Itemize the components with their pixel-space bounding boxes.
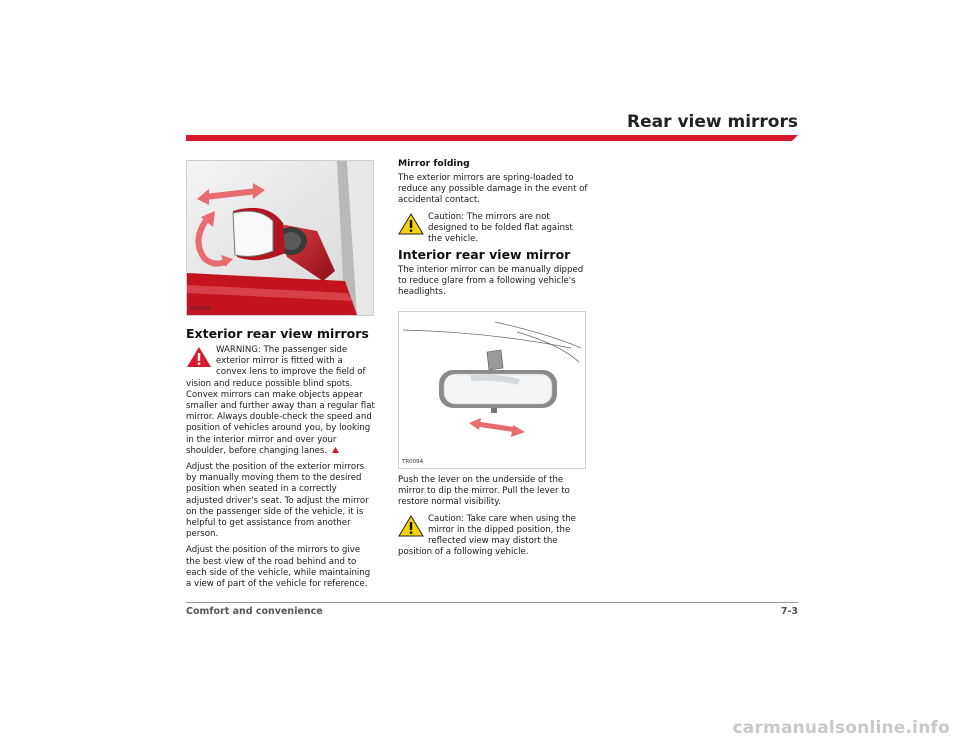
page-title: Rear view mirrors (627, 112, 798, 132)
interior-mirror-heading: Interior rear view mirror (398, 247, 571, 262)
end-warning-icon (332, 446, 339, 457)
lever-text: Push the lever on the underside of the mirror to dip the mirror. Pull the lever to restore normal visibility. (398, 475, 570, 508)
interior-mirror-illustration (398, 311, 586, 469)
left-column-body (186, 345, 376, 595)
caution-icon (398, 213, 426, 235)
footer-section: Comfort and convenience (186, 606, 323, 617)
right-column-bottom (398, 475, 588, 563)
caution-paragraph-1 (398, 212, 588, 246)
caution-paragraph-2 (398, 514, 588, 559)
figure-label: TR0094 (402, 459, 424, 465)
caution-icon (398, 515, 426, 537)
adjust-view-paragraph: Adjust the position of the mirrors to give the best view of the road behind and to each side of the vehicle, while maintaining a view of part of the vehicle for reference. (186, 545, 371, 590)
footer-rule (186, 602, 798, 603)
mirror-folding-text: The exterior mirrors are spring-loaded to reduce any possible damage in the event of accidental contact. (398, 173, 588, 206)
warning-paragraph (186, 345, 376, 457)
right-column-top (398, 173, 588, 250)
exterior-mirror-illustration (186, 160, 374, 316)
caution-text-1: Caution: The mirrors are not designed to be folded flat against the vehicle. (428, 211, 573, 245)
page-number: 7-3 (780, 606, 798, 617)
exterior-mirrors-heading: Exterior rear view mirrors (186, 326, 369, 341)
title-underline (186, 135, 798, 141)
watermark: carmanualsonline.info (732, 718, 950, 738)
warning-icon (186, 346, 214, 368)
mirror-folding-heading: Mirror folding (398, 158, 470, 169)
figure-label: TR0060 (190, 306, 212, 312)
interior-mirror-text: The interior mirror can be manually dipped to reduce glare from a following vehicle's headlights. (398, 265, 584, 298)
adjust-paragraph: Adjust the position of the exterior mirrors by manually moving them to the desired position when seated in a correctly adjusted driver's seat. To adjust the mirror on the passenger side of the vehicle, it is helpful to get assistance from another person. (186, 462, 369, 540)
caution-text-2: Caution: Take care when using the mirror in the dipped position, the reflected view may distort the position of a following vehicle. (398, 513, 576, 558)
warning-text: WARNING: The passenger side exterior mirror is fitted with a convex lens to improve the field of vision and reduce possible blind spots. Convex mirrors can make objects appear smaller and further away than a regular flat mirror. Always double-check the speed and position of vehicles around you, by looking in the interior mirror and over your shoulder, before changing lanes. (186, 345, 375, 456)
